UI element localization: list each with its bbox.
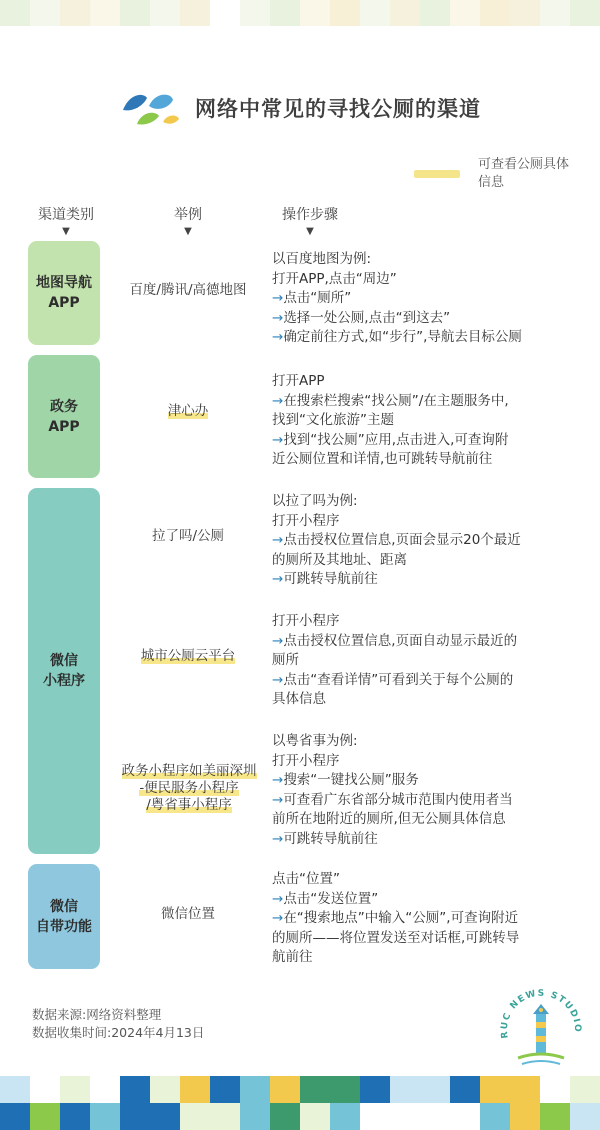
example-mini3 <box>106 763 272 814</box>
arrow-right-icon: → <box>272 830 284 847</box>
step-line: 打开小程序 <box>272 613 340 629</box>
step-line: 厕所 <box>272 652 299 668</box>
steps-mini3 <box>272 732 578 849</box>
step-line: 找到“文化旅游”主题 <box>272 412 394 428</box>
mosaic-tile <box>360 1076 390 1103</box>
mosaic-tile <box>480 0 510 26</box>
mosaic-tile <box>510 0 540 26</box>
example-text: 百度/腾讯/高德地图 <box>129 282 247 298</box>
step-line: →选择一处公厕,点击“到这去” <box>272 309 451 326</box>
top-mosaic-banner <box>0 0 600 26</box>
mosaic-tile <box>360 0 390 26</box>
arrow-right-icon: → <box>272 571 284 587</box>
mosaic-tile <box>390 1103 420 1130</box>
arrow-right-icon: → <box>272 910 284 926</box>
arrow-right-icon: → <box>272 392 284 409</box>
step-line: 前所在地附近的厕所,但无公厕具体信息 <box>272 811 506 827</box>
step-line: →在搜索栏搜索“找公厕”/在主题服务中, <box>272 392 509 409</box>
step-line: →点击授权位置信息,页面会显示20个最近 <box>272 532 521 548</box>
mosaic-tile <box>240 1076 270 1103</box>
mosaic-tile <box>270 1103 300 1130</box>
arrow-right-icon: → <box>272 290 284 306</box>
step-line: 点击“位置” <box>272 871 340 887</box>
mosaic-tile <box>300 1103 330 1130</box>
mosaic-tile <box>0 1076 30 1103</box>
mosaic-tile <box>90 1076 120 1103</box>
mosaic-tile <box>210 1103 240 1130</box>
arrow-right-icon: → <box>272 791 284 808</box>
mosaic-tile <box>60 0 90 26</box>
step-line: 以粤省事为例: <box>272 733 358 749</box>
step-line: 航前往 <box>272 949 313 965</box>
svg-text:RUC NEWS STUDIO: RUC NEWS STUDIO <box>499 988 583 1039</box>
arrow-right-icon: → <box>272 329 284 345</box>
mosaic-tile <box>450 0 480 26</box>
header-category-label: 渠道类别 <box>38 207 94 223</box>
step-line: →可跳转导航前往 <box>272 830 378 847</box>
step-line: 打开小程序 <box>272 752 340 769</box>
mosaic-tile <box>480 1103 510 1130</box>
category-label: 小程序 <box>43 673 85 689</box>
down-triangle-icon: ▼ <box>62 226 70 237</box>
mosaic-tile <box>360 1103 390 1130</box>
mosaic-tile <box>150 1076 180 1103</box>
mosaic-tile <box>150 1103 180 1130</box>
example-mini2 <box>108 648 268 665</box>
mosaic-tile <box>30 1103 60 1130</box>
mosaic-tile <box>570 1103 600 1130</box>
mosaic-tile <box>90 0 120 26</box>
category-label: 地图导航 <box>36 275 92 291</box>
mosaic-tile <box>570 1076 600 1103</box>
mosaic-tile <box>420 0 450 26</box>
mosaic-tile <box>210 1076 240 1103</box>
step-line: 以拉了吗为例: <box>272 493 358 509</box>
example-text-highlighted: 津心办 <box>167 403 209 419</box>
step-line: 的厕所——将位置发送至对话框,可跳转导 <box>272 929 520 946</box>
mosaic-tile <box>120 1103 150 1130</box>
step-line: →搜索“一键找公厕”服务 <box>272 772 419 788</box>
mosaic-tile <box>450 1076 480 1103</box>
header-category <box>30 204 102 238</box>
category-label: APP <box>48 295 80 311</box>
step-line: →点击“厕所” <box>272 290 352 306</box>
step-line: 以百度地图为例: <box>272 251 372 267</box>
steps-mini1 <box>272 492 578 590</box>
header-steps <box>270 204 350 238</box>
data-date: 数据收集时间:2024年4月13日 <box>32 1025 205 1040</box>
category-label: 自带功能 <box>36 918 92 935</box>
legend-label: 可查看公厕具体信息 <box>478 157 570 190</box>
step-line: 具体信息 <box>272 691 326 707</box>
steps-gov <box>272 372 578 470</box>
mosaic-tile <box>180 0 210 26</box>
arrow-right-icon: → <box>272 431 284 448</box>
mosaic-tile <box>30 1076 60 1103</box>
mosaic-tile <box>60 1103 90 1130</box>
mosaic-tile <box>420 1103 450 1130</box>
arrow-right-icon: → <box>272 890 284 907</box>
arrow-right-icon: → <box>272 772 284 788</box>
category-label: APP <box>48 418 80 435</box>
mosaic-tile <box>300 1076 330 1103</box>
example-text: 微信位置 <box>161 906 215 922</box>
mosaic-tile <box>240 1103 270 1130</box>
example-text-highlighted: /粤省事小程序 <box>146 797 232 813</box>
step-line: →找到“找公厕”应用,点击进入,可查询附 <box>272 431 509 448</box>
mosaic-tile <box>120 1076 150 1103</box>
header-steps-label: 操作步骤 <box>282 207 338 223</box>
mosaic-tile <box>270 1076 300 1103</box>
example-gov <box>108 403 268 420</box>
legend-swatch <box>414 170 460 178</box>
steps-wechat <box>272 870 578 968</box>
step-line: 打开小程序 <box>272 512 340 529</box>
title-row <box>0 88 600 128</box>
step-line: 打开APP <box>272 373 325 389</box>
mosaic-tile <box>210 0 240 26</box>
step-line: 近公厕位置和详情,也可跳转导航前往 <box>272 451 493 467</box>
mosaic-tile <box>120 0 150 26</box>
step-line: →在“搜索地点”中输入“公厕”,可查询附近 <box>272 910 519 926</box>
arrow-right-icon: → <box>272 309 284 326</box>
mosaic-tile <box>150 0 180 26</box>
mosaic-tile <box>390 1076 420 1103</box>
ruc-news-studio-logo-icon <box>498 980 584 1070</box>
mosaic-tile <box>570 0 600 26</box>
steps-map <box>272 250 578 348</box>
mosaic-tile <box>420 1076 450 1103</box>
step-line: →可查看广东省部分城市范围内使用者当 <box>272 791 513 808</box>
mosaic-tile <box>0 1103 30 1130</box>
mosaic-tile <box>330 0 360 26</box>
footer-notes <box>32 1006 204 1042</box>
bottom-mosaic-banner <box>0 1076 600 1130</box>
mosaic-tile <box>390 0 420 26</box>
category-label: 政务 <box>49 398 78 415</box>
mosaic-tile <box>480 1076 510 1103</box>
category-label: 微信 <box>50 898 78 915</box>
down-triangle-icon: ▼ <box>184 226 192 237</box>
page-title: 网络中常见的寻找公厕的渠道 <box>195 97 481 121</box>
arrow-right-icon: → <box>272 671 284 688</box>
mosaic-tile <box>180 1103 210 1130</box>
mosaic-tile <box>300 0 330 26</box>
step-line: 打开APP,点击“周边” <box>272 270 397 287</box>
step-line: →可跳转导航前往 <box>272 571 378 587</box>
water-drop-logo-icon <box>119 88 185 128</box>
example-map <box>108 282 268 299</box>
step-line: →点击授权位置信息,页面自动显示最近的 <box>272 632 518 649</box>
mosaic-tile <box>540 0 570 26</box>
mosaic-tile <box>510 1076 540 1103</box>
mosaic-tile <box>540 1076 570 1103</box>
example-wechat <box>108 906 268 923</box>
down-triangle-icon: ▼ <box>306 226 314 237</box>
category-wechat-builtin <box>28 864 100 969</box>
header-example-label: 举例 <box>174 207 202 223</box>
arrow-right-icon: → <box>272 632 284 649</box>
mosaic-tile <box>270 0 300 26</box>
step-line: 的厕所及其地址、距离 <box>272 551 407 568</box>
mosaic-tile <box>330 1076 360 1103</box>
data-source: 数据来源:网络资料整理 <box>32 1007 162 1022</box>
example-text: 拉了吗/公厕 <box>151 528 225 544</box>
mosaic-tile <box>510 1103 540 1130</box>
mosaic-tile <box>90 1103 120 1130</box>
mosaic-tile <box>60 1076 90 1103</box>
example-text-highlighted: 政务小程序如美丽深圳 <box>121 763 257 779</box>
mosaic-tile <box>450 1103 480 1130</box>
example-text-highlighted: -便民服务小程序 <box>139 780 239 796</box>
example-mini1 <box>108 528 268 545</box>
mosaic-tile <box>30 0 60 26</box>
mosaic-tile <box>540 1103 570 1130</box>
category-label: 微信 <box>50 653 78 669</box>
arrow-right-icon: → <box>272 532 284 548</box>
mosaic-tile <box>0 0 30 26</box>
category-gov-app <box>28 355 100 478</box>
legend <box>414 156 570 192</box>
category-map-app <box>28 241 100 345</box>
steps-mini2 <box>272 612 578 710</box>
mosaic-tile <box>180 1076 210 1103</box>
step-line: →确定前往方式,如“步行”,导航去目标公厕 <box>272 329 522 345</box>
example-text-highlighted: 城市公厕云平台 <box>140 648 236 664</box>
mosaic-tile <box>330 1103 360 1130</box>
step-line: →点击“发送位置” <box>272 890 379 907</box>
header-example <box>158 204 218 238</box>
category-wechat-miniprogram <box>28 488 100 854</box>
mosaic-tile <box>240 0 270 26</box>
step-line: →点击“查看详情”可看到关于每个公厕的 <box>272 671 514 688</box>
